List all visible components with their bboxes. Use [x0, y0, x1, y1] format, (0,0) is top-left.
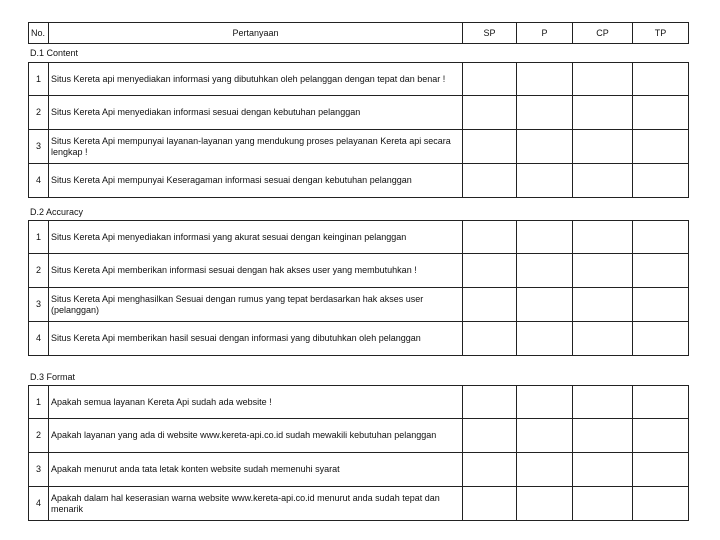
item-question: Situs Kereta Api menyediakan informasi sesuai dengan kebutuhan pelanggan	[49, 96, 463, 130]
answer-cell-tp[interactable]	[633, 63, 689, 96]
table-row	[29, 288, 689, 322]
header-table	[28, 22, 689, 44]
answer-cell-tp[interactable]	[633, 221, 689, 254]
answer-cell-cp[interactable]	[573, 254, 633, 288]
answer-cell-tp[interactable]	[633, 96, 689, 130]
item-number: 1	[29, 63, 49, 96]
table-row	[29, 164, 689, 198]
answer-cell-p[interactable]	[517, 130, 573, 164]
item-question: Situs Kereta api menyediakan informasi yang dibutuhkan oleh pelanggan dengan tepat dan benar !	[49, 63, 463, 96]
accuracy-table	[28, 220, 689, 356]
item-question: Apakah menurut anda tata letak konten website sudah memenuhi syarat	[49, 453, 463, 487]
item-question: Apakah dalam hal keserasian warna website www.kereta-api.co.id menurut anda sudah tepat dan menarik	[49, 487, 463, 521]
answer-cell-sp[interactable]	[463, 322, 517, 356]
answer-cell-p[interactable]	[517, 288, 573, 322]
format-table	[28, 385, 689, 521]
item-number: 4	[29, 487, 49, 521]
answer-cell-sp[interactable]	[463, 164, 517, 198]
answer-cell-tp[interactable]	[633, 419, 689, 453]
answer-cell-p[interactable]	[517, 164, 573, 198]
answer-cell-cp[interactable]	[573, 96, 633, 130]
table-row	[29, 130, 689, 164]
table-row	[29, 386, 689, 419]
item-number: 4	[29, 164, 49, 198]
item-question: Situs Kereta Api menyediakan informasi yang akurat sesuai dengan keinginan pelanggan	[49, 221, 463, 254]
header-question: Pertanyaan	[49, 23, 463, 44]
table-row	[29, 453, 689, 487]
answer-cell-tp[interactable]	[633, 487, 689, 521]
answer-cell-sp[interactable]	[463, 96, 517, 130]
item-number: 1	[29, 386, 49, 419]
item-number: 3	[29, 130, 49, 164]
answer-cell-tp[interactable]	[633, 322, 689, 356]
answer-cell-p[interactable]	[517, 221, 573, 254]
answer-cell-cp[interactable]	[573, 386, 633, 419]
answer-cell-cp[interactable]	[573, 63, 633, 96]
content-table	[28, 62, 689, 198]
item-question: Situs Kereta Api mempunyai Keseragaman informasi sesuai dengan kebutuhan pelanggan	[49, 164, 463, 198]
answer-cell-sp[interactable]	[463, 487, 517, 521]
answer-cell-sp[interactable]	[463, 221, 517, 254]
header-p: P	[517, 23, 573, 44]
answer-cell-cp[interactable]	[573, 130, 633, 164]
answer-cell-cp[interactable]	[573, 322, 633, 356]
answer-cell-tp[interactable]	[633, 164, 689, 198]
header-sp: SP	[463, 23, 517, 44]
table-row	[29, 254, 689, 288]
answer-cell-sp[interactable]	[463, 419, 517, 453]
item-question: Situs Kereta Api mempunyai layanan-layanan yang mendukung proses pelayanan Kereta api secara lengkap !	[49, 130, 463, 164]
item-question: Apakah layanan yang ada di website www.kereta-api.co.id sudah mewakili kebutuhan pelanggan	[49, 419, 463, 453]
answer-cell-p[interactable]	[517, 487, 573, 521]
item-number: 2	[29, 419, 49, 453]
header-cp: CP	[573, 23, 633, 44]
header-tp: TP	[633, 23, 689, 44]
answer-cell-sp[interactable]	[463, 63, 517, 96]
item-number: 2	[29, 254, 49, 288]
table-row	[29, 63, 689, 96]
answer-cell-p[interactable]	[517, 453, 573, 487]
table-row	[29, 322, 689, 356]
answer-cell-cp[interactable]	[573, 419, 633, 453]
answer-cell-p[interactable]	[517, 254, 573, 288]
item-question: Situs Kereta Api menghasilkan Sesuai dengan rumus yang tepat berdasarkan hak akses user (pelanggan)	[49, 288, 463, 322]
answer-cell-cp[interactable]	[573, 487, 633, 521]
item-number: 2	[29, 96, 49, 130]
header-no: No.	[29, 23, 49, 44]
answer-cell-tp[interactable]	[633, 130, 689, 164]
answer-cell-cp[interactable]	[573, 221, 633, 254]
header-row	[29, 23, 689, 44]
table-row	[29, 419, 689, 453]
section-title-format: D.3 Format	[30, 372, 76, 382]
item-number: 3	[29, 288, 49, 322]
answer-cell-p[interactable]	[517, 386, 573, 419]
item-question: Apakah semua layanan Kereta Api sudah ada website !	[49, 386, 463, 419]
answer-cell-sp[interactable]	[463, 288, 517, 322]
answer-cell-tp[interactable]	[633, 288, 689, 322]
item-question: Situs Kereta Api memberikan hasil sesuai dengan informasi yang dibutuhkan oleh pelanggan	[49, 322, 463, 356]
answer-cell-p[interactable]	[517, 63, 573, 96]
item-number: 4	[29, 322, 49, 356]
answer-cell-tp[interactable]	[633, 254, 689, 288]
answer-cell-p[interactable]	[517, 96, 573, 130]
table-row	[29, 221, 689, 254]
section-title-accuracy: D.2 Accuracy	[30, 207, 84, 217]
answer-cell-tp[interactable]	[633, 453, 689, 487]
section-title-content: D.1 Content	[30, 48, 79, 58]
answer-cell-sp[interactable]	[463, 453, 517, 487]
answer-cell-cp[interactable]	[573, 453, 633, 487]
table-row	[29, 96, 689, 130]
table-row	[29, 487, 689, 521]
answer-cell-cp[interactable]	[573, 288, 633, 322]
answer-cell-cp[interactable]	[573, 164, 633, 198]
item-question: Situs Kereta Api memberikan informasi sesuai dengan hak akses user yang membutuhkan !	[49, 254, 463, 288]
item-number: 3	[29, 453, 49, 487]
answer-cell-sp[interactable]	[463, 386, 517, 419]
answer-cell-tp[interactable]	[633, 386, 689, 419]
answer-cell-sp[interactable]	[463, 254, 517, 288]
answer-cell-sp[interactable]	[463, 130, 517, 164]
answer-cell-p[interactable]	[517, 322, 573, 356]
answer-cell-p[interactable]	[517, 419, 573, 453]
item-number: 1	[29, 221, 49, 254]
